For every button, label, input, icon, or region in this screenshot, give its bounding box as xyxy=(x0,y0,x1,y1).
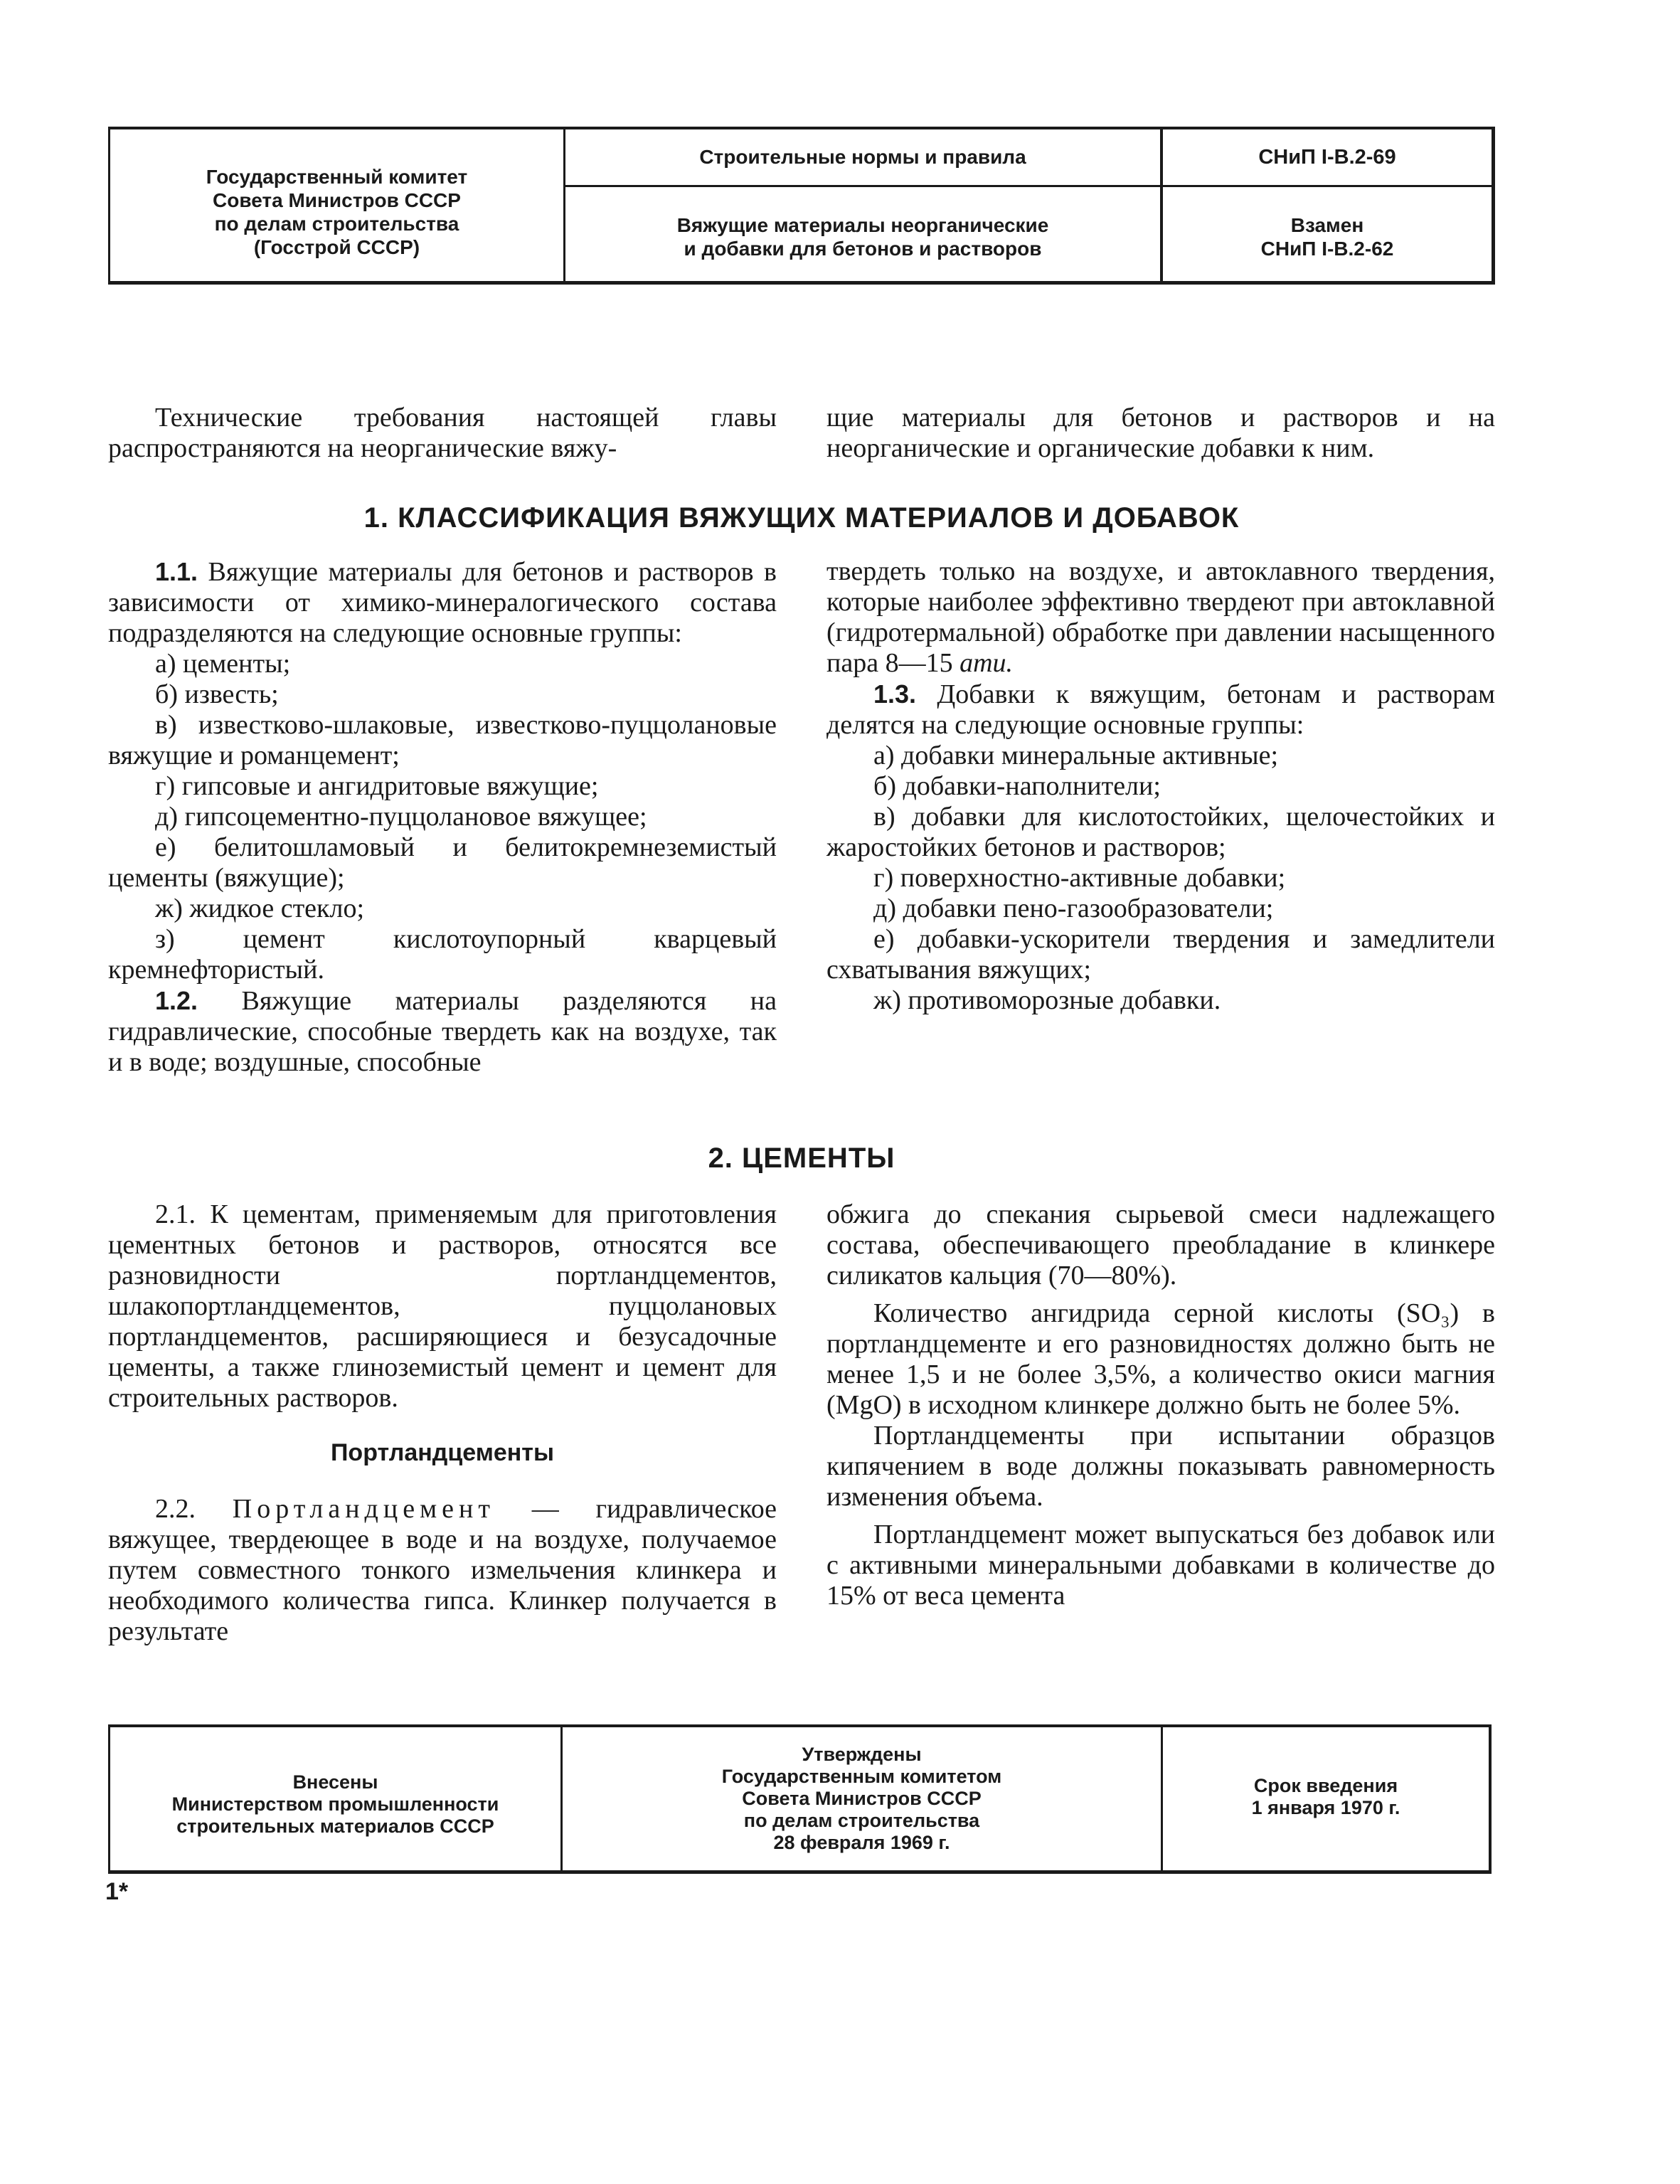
list-item: а) цементы; xyxy=(155,649,291,679)
intro-left xyxy=(108,403,777,464)
paragraph-1-3 xyxy=(826,679,1495,741)
replaces-line: СНиП I-В.2-62 xyxy=(1260,237,1394,260)
introduced-line: строительных материалов СССР xyxy=(176,1815,494,1837)
paragraph-test: Портландцементы при испытании образцов кипячением в воде должны показывать равномерность изменения объема. xyxy=(826,1421,1495,1512)
org-line: Совета Министров СССР xyxy=(213,189,461,211)
introduced-line: Министерством промышленности xyxy=(171,1793,499,1815)
list-item: д) гипсоцементно-пуццолановое вяжущее; xyxy=(155,802,647,832)
paragraph-text: Вяжущие материалы для бетонов и растворов в зависимости от химико-минералогического состава подразделяются на следующие основные группы: xyxy=(108,557,777,648)
paragraph-2-2-continued: обжига до спекания сырьевой смеси надлежащего состава, обеспечивающего преобладание в клинкере силикатов кальция (70—80%). xyxy=(826,1199,1495,1290)
section-1-right-column xyxy=(826,556,1495,1016)
section-1-title: 1. КЛАССИФИКАЦИЯ ВЯЖУЩИХ МАТЕРИАЛОВ И ДОБАВОК xyxy=(363,502,1240,534)
footer-table xyxy=(108,1724,1492,1874)
title-line: Вяжущие материалы неорганические xyxy=(676,213,1049,236)
section-2-title: 2. ЦЕМЕНТЫ xyxy=(708,1143,895,1174)
list-item: г) гипсовые и ангидритовые вяжущие; xyxy=(155,771,599,801)
subsection-title: Портландцементы xyxy=(330,1439,554,1466)
paragraph-2-1: 2.1. К цементам, применяемым для приготовления цементных бетонов и растворов, относятся все разновидности портландцементов, шлакопортландцементов, пуццолановых портландцементов, расширяющиеся и безусадочные цементы, а также глиноземистый цемент и цемент для строительных растворов. xyxy=(108,1199,777,1413)
paragraph-number: 1.1. xyxy=(155,557,198,586)
header-org xyxy=(110,129,565,281)
footer-effective xyxy=(1163,1727,1489,1870)
paragraph-text: — гидравлическое вяжущее, твердеющее в воде и на воздухе, получаемое путем совместного тонкого измельчения клинкера и необходимого количества гипса. Клинкер получается в результате xyxy=(108,1494,777,1646)
intro-right xyxy=(826,403,1495,464)
section-2-right-column xyxy=(826,1199,1495,1611)
effective-line: 1 января 1970 г. xyxy=(1251,1796,1400,1818)
paragraph-text: Добавки к вяжущим, бетонам и растворам делятся на следующие основные группы: xyxy=(826,679,1496,740)
effective-line: Срок введения xyxy=(1253,1774,1398,1796)
list-item: е) белитошламовый и белитокремнеземистый цементы (вяжущие); xyxy=(108,832,777,893)
header-replaces xyxy=(1163,185,1492,281)
paragraph-2-2 xyxy=(108,1494,777,1647)
page-mark: 1* xyxy=(105,1878,129,1905)
intro-right-text: щие материалы для бетонов и растворов и на неорганические и органические добавки к ним. xyxy=(826,403,1495,463)
footer-approved xyxy=(563,1727,1163,1870)
header-code: СНиП I-В.2-69 xyxy=(1163,129,1492,187)
list-item: з) цемент кислотоупорный кварцевый кремнефтористый. xyxy=(108,924,777,985)
paragraph-1-2-continued xyxy=(826,556,1495,679)
list-item: б) известь; xyxy=(155,679,279,709)
list-item: в) добавки для кислотостойких, щелочестойких и жаростойких бетонов и растворов; xyxy=(826,802,1495,862)
org-line: по делам строительства xyxy=(214,212,459,235)
paragraph-number: 1.3. xyxy=(873,679,917,709)
section-1-left-column xyxy=(108,556,777,1078)
header-table xyxy=(108,127,1495,285)
intro-left-text: Технические требования настоящей главы распространяются на неорганические вяжу- xyxy=(108,403,777,463)
list-item: б) добавки-наполнители; xyxy=(873,771,1161,801)
replaces-line: Взамен xyxy=(1290,213,1364,236)
approved-line: 28 февраля 1969 г. xyxy=(773,1832,950,1853)
header-title xyxy=(565,185,1160,281)
list-item: ж) жидкое стекло; xyxy=(155,894,365,923)
paragraph-number: 2.2. xyxy=(155,1494,196,1524)
paragraph-1-1 xyxy=(108,556,777,649)
list-item: а) добавки минеральные активные; xyxy=(873,741,1279,770)
introduced-line: Внесены xyxy=(292,1771,378,1793)
org-line: Государственный комитет xyxy=(206,165,468,188)
approved-line: Государственным комитетом xyxy=(721,1766,1002,1787)
approved-line: по делам строительства xyxy=(743,1810,980,1831)
title-line: и добавки для бетонов и растворов xyxy=(684,237,1042,260)
defined-term: Портландцемент xyxy=(232,1494,495,1524)
list-item: в) известково-шлаковые, известково-пуццолановые вяжущие и романцемент; xyxy=(108,710,777,770)
header-right xyxy=(1163,129,1492,281)
footer-introduced xyxy=(110,1727,563,1870)
pressure-unit: ати. xyxy=(959,648,1014,678)
paragraph-text: Вяжущие материалы разделяются на гидравлические, способные твердеть как на воздухе, так и в воде; воздушные, способные xyxy=(108,986,777,1077)
section-2-left-column xyxy=(108,1199,777,1647)
list-item: е) добавки-ускорители твердения и замедлители схватывания вяжущих; xyxy=(826,924,1495,985)
approved-line: Утверждены xyxy=(802,1744,922,1765)
approved-line: Совета Министров СССР xyxy=(742,1788,982,1809)
paragraph-1-2 xyxy=(108,985,777,1078)
org-line: (Госстрой СССР) xyxy=(253,235,420,258)
paragraph-so3: Количество ангидрида серной кислоты (SO₃) в портландцементе и его разновидностях должно быть не менее 1,5 и не более 3,5%, а количество окиси магния (MgO) в исходном клинкере должно быть не более 5%. xyxy=(826,1298,1495,1420)
list-item: ж) противоморозные добавки. xyxy=(873,985,1221,1015)
header-series: Строительные нормы и правила xyxy=(565,129,1160,187)
list-item: г) поверхностно-активные добавки; xyxy=(873,863,1286,893)
paragraph-additives: Портландцемент может выпускаться без добавок или с активными минеральными добавками в количестве до 15% от веса цемента xyxy=(826,1520,1495,1611)
header-middle xyxy=(565,129,1163,281)
list-item: д) добавки пено-газообразователи; xyxy=(873,894,1274,923)
paragraph-number: 1.2. xyxy=(155,986,198,1015)
paragraph-text: твердеть только на воздухе, и автоклавного твердения, которые наиболее эффективно твердеют при автоклавной (гидротермальной) обработке при давлении насыщенного пара 8—15 xyxy=(826,556,1495,678)
